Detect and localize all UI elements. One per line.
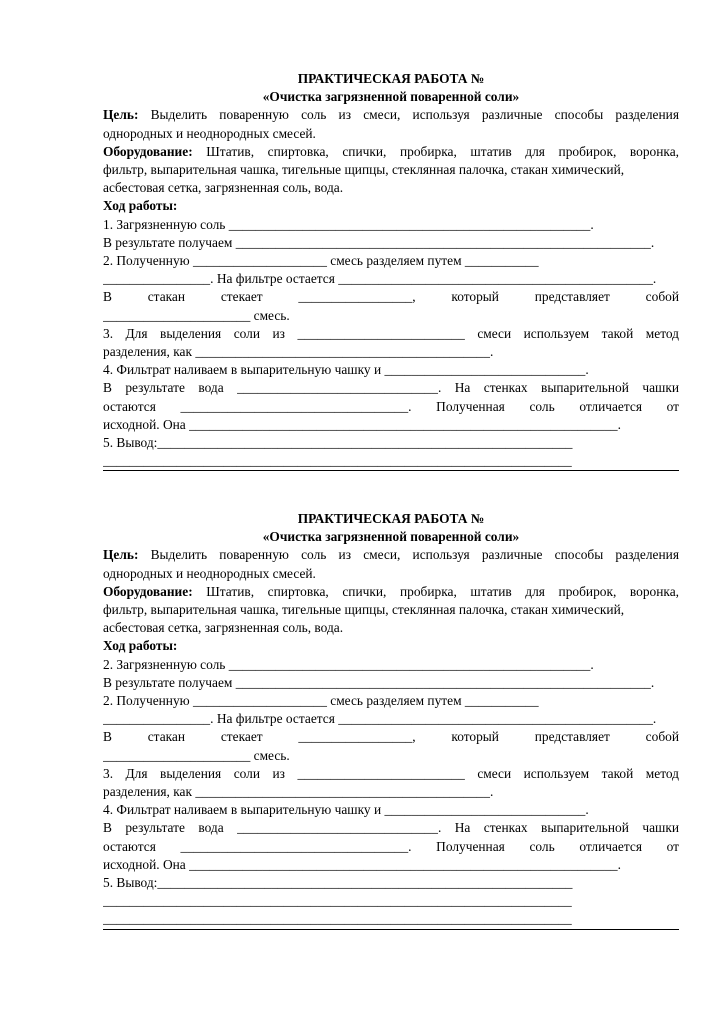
goal-text: Выделить поваренную соль из смеси, используя различные способы разделения bbox=[150, 107, 679, 123]
procedure-label: Ход работы: bbox=[103, 638, 178, 654]
equipment-line bbox=[103, 583, 679, 601]
equipment-continuation-2: асбестовая сетка, загрязненная соль, вода. bbox=[103, 620, 344, 636]
procedure-label: Ход работы: bbox=[103, 198, 178, 214]
procedure-line: 2. Полученную ____________________ смесь разделяем путем ___________ bbox=[103, 253, 539, 268]
procedure-line: разделения, как ____________________________________________. bbox=[103, 343, 494, 359]
procedure-line: ______________________ смесь. bbox=[103, 747, 290, 763]
procedure-line: 2. Полученную ____________________ смесь разделяем путем ___________ bbox=[103, 693, 539, 708]
procedure-line: исходной. Она ________________________________________________________________. bbox=[103, 856, 621, 872]
procedure-line: 1. Загрязненную соль ______________________________________________________. bbox=[103, 216, 594, 232]
procedure-line: В результате вода ______________________________. На стенках выпарительной чашки bbox=[103, 380, 679, 396]
procedure-line: ________________. На фильтре остается _______________________________________________. bbox=[103, 271, 657, 287]
equipment-text: Штатив, спиртовка, спички, пробирка, штатив для пробирок, воронка, bbox=[206, 143, 679, 159]
equipment-continuation-2: асбестовая сетка, загрязненная соль, вода. bbox=[103, 180, 344, 196]
procedure-line: 4. Фильтрат наливаем в выпарительную чашку и ______________________________. bbox=[103, 802, 589, 818]
equipment-label: Оборудование: bbox=[103, 143, 193, 159]
conclusion-line: ______________________________________________________________________ bbox=[103, 893, 572, 909]
equipment-continuation-1: фильтр, выпарительная чашка, тигельные щипцы, стеклянная палочка, стакан химический, bbox=[103, 601, 625, 617]
worksheet-title: ПРАКТИЧЕСКАЯ РАБОТА № bbox=[297, 71, 485, 86]
goal-continuation: однородных и неоднородных смесей. bbox=[103, 125, 316, 141]
procedure-line: В стакан стекает _________________, который представляет собой bbox=[103, 729, 679, 745]
procedure-line: В результате получаем ______________________________________________________________. bbox=[103, 234, 655, 250]
equipment-label: Оборудование: bbox=[103, 583, 193, 599]
worksheet-2 bbox=[103, 510, 679, 930]
equipment-line bbox=[103, 143, 679, 161]
worksheet-subtitle: «Очистка загрязненной поваренной соли» bbox=[262, 529, 520, 545]
conclusion-line: ______________________________________________________________________ bbox=[103, 452, 679, 471]
procedure-line: 2. Загрязненную соль ______________________________________________________. bbox=[103, 656, 594, 672]
goal-line bbox=[103, 106, 679, 124]
goal-text: Выделить поваренную соль из смеси, используя различные способы разделения bbox=[150, 547, 679, 563]
worksheet-title: ПРАКТИЧЕСКАЯ РАБОТА № bbox=[297, 511, 485, 526]
conclusion-line: ______________________________________________________________________ bbox=[103, 910, 679, 929]
worksheet-1 bbox=[103, 70, 679, 471]
procedure-line: 3. Для выделения соли из _________________________ смеси используем такой метод bbox=[103, 765, 679, 781]
procedure-line: исходной. Она ________________________________________________________________. bbox=[103, 416, 621, 432]
procedure-line: остаются __________________________________. Полученная соль отличается от bbox=[103, 398, 679, 414]
procedure-line: 3. Для выделения соли из _________________________ смеси используем такой метод bbox=[103, 325, 679, 341]
procedure-line: В стакан стекает _________________, который представляет собой bbox=[103, 289, 679, 305]
conclusion-line: 5. Вывод:______________________________________________________________ bbox=[103, 434, 573, 450]
equipment-text: Штатив, спиртовка, спички, пробирка, штатив для пробирок, воронка, bbox=[206, 583, 679, 599]
procedure-line: 4. Фильтрат наливаем в выпарительную чашку и ______________________________. bbox=[103, 362, 589, 378]
goal-continuation: однородных и неоднородных смесей. bbox=[103, 565, 316, 581]
procedure-line: ______________________ смесь. bbox=[103, 307, 290, 323]
goal-line bbox=[103, 546, 679, 564]
goal-label: Цель: bbox=[103, 107, 139, 123]
conclusion-line: 5. Вывод:______________________________________________________________ bbox=[103, 874, 573, 890]
procedure-line: разделения, как ____________________________________________. bbox=[103, 783, 494, 799]
procedure-line: В результате вода ______________________________. На стенках выпарительной чашки bbox=[103, 820, 679, 836]
procedure-line: В результате получаем ______________________________________________________________. bbox=[103, 674, 655, 690]
equipment-continuation-1: фильтр, выпарительная чашка, тигельные щипцы, стеклянная палочка, стакан химический, bbox=[103, 161, 625, 177]
procedure-line: остаются __________________________________. Полученная соль отличается от bbox=[103, 838, 679, 854]
goal-label: Цель: bbox=[103, 547, 139, 563]
procedure-line: ________________. На фильтре остается _______________________________________________. bbox=[103, 711, 657, 727]
worksheet-subtitle: «Очистка загрязненной поваренной соли» bbox=[262, 89, 520, 105]
